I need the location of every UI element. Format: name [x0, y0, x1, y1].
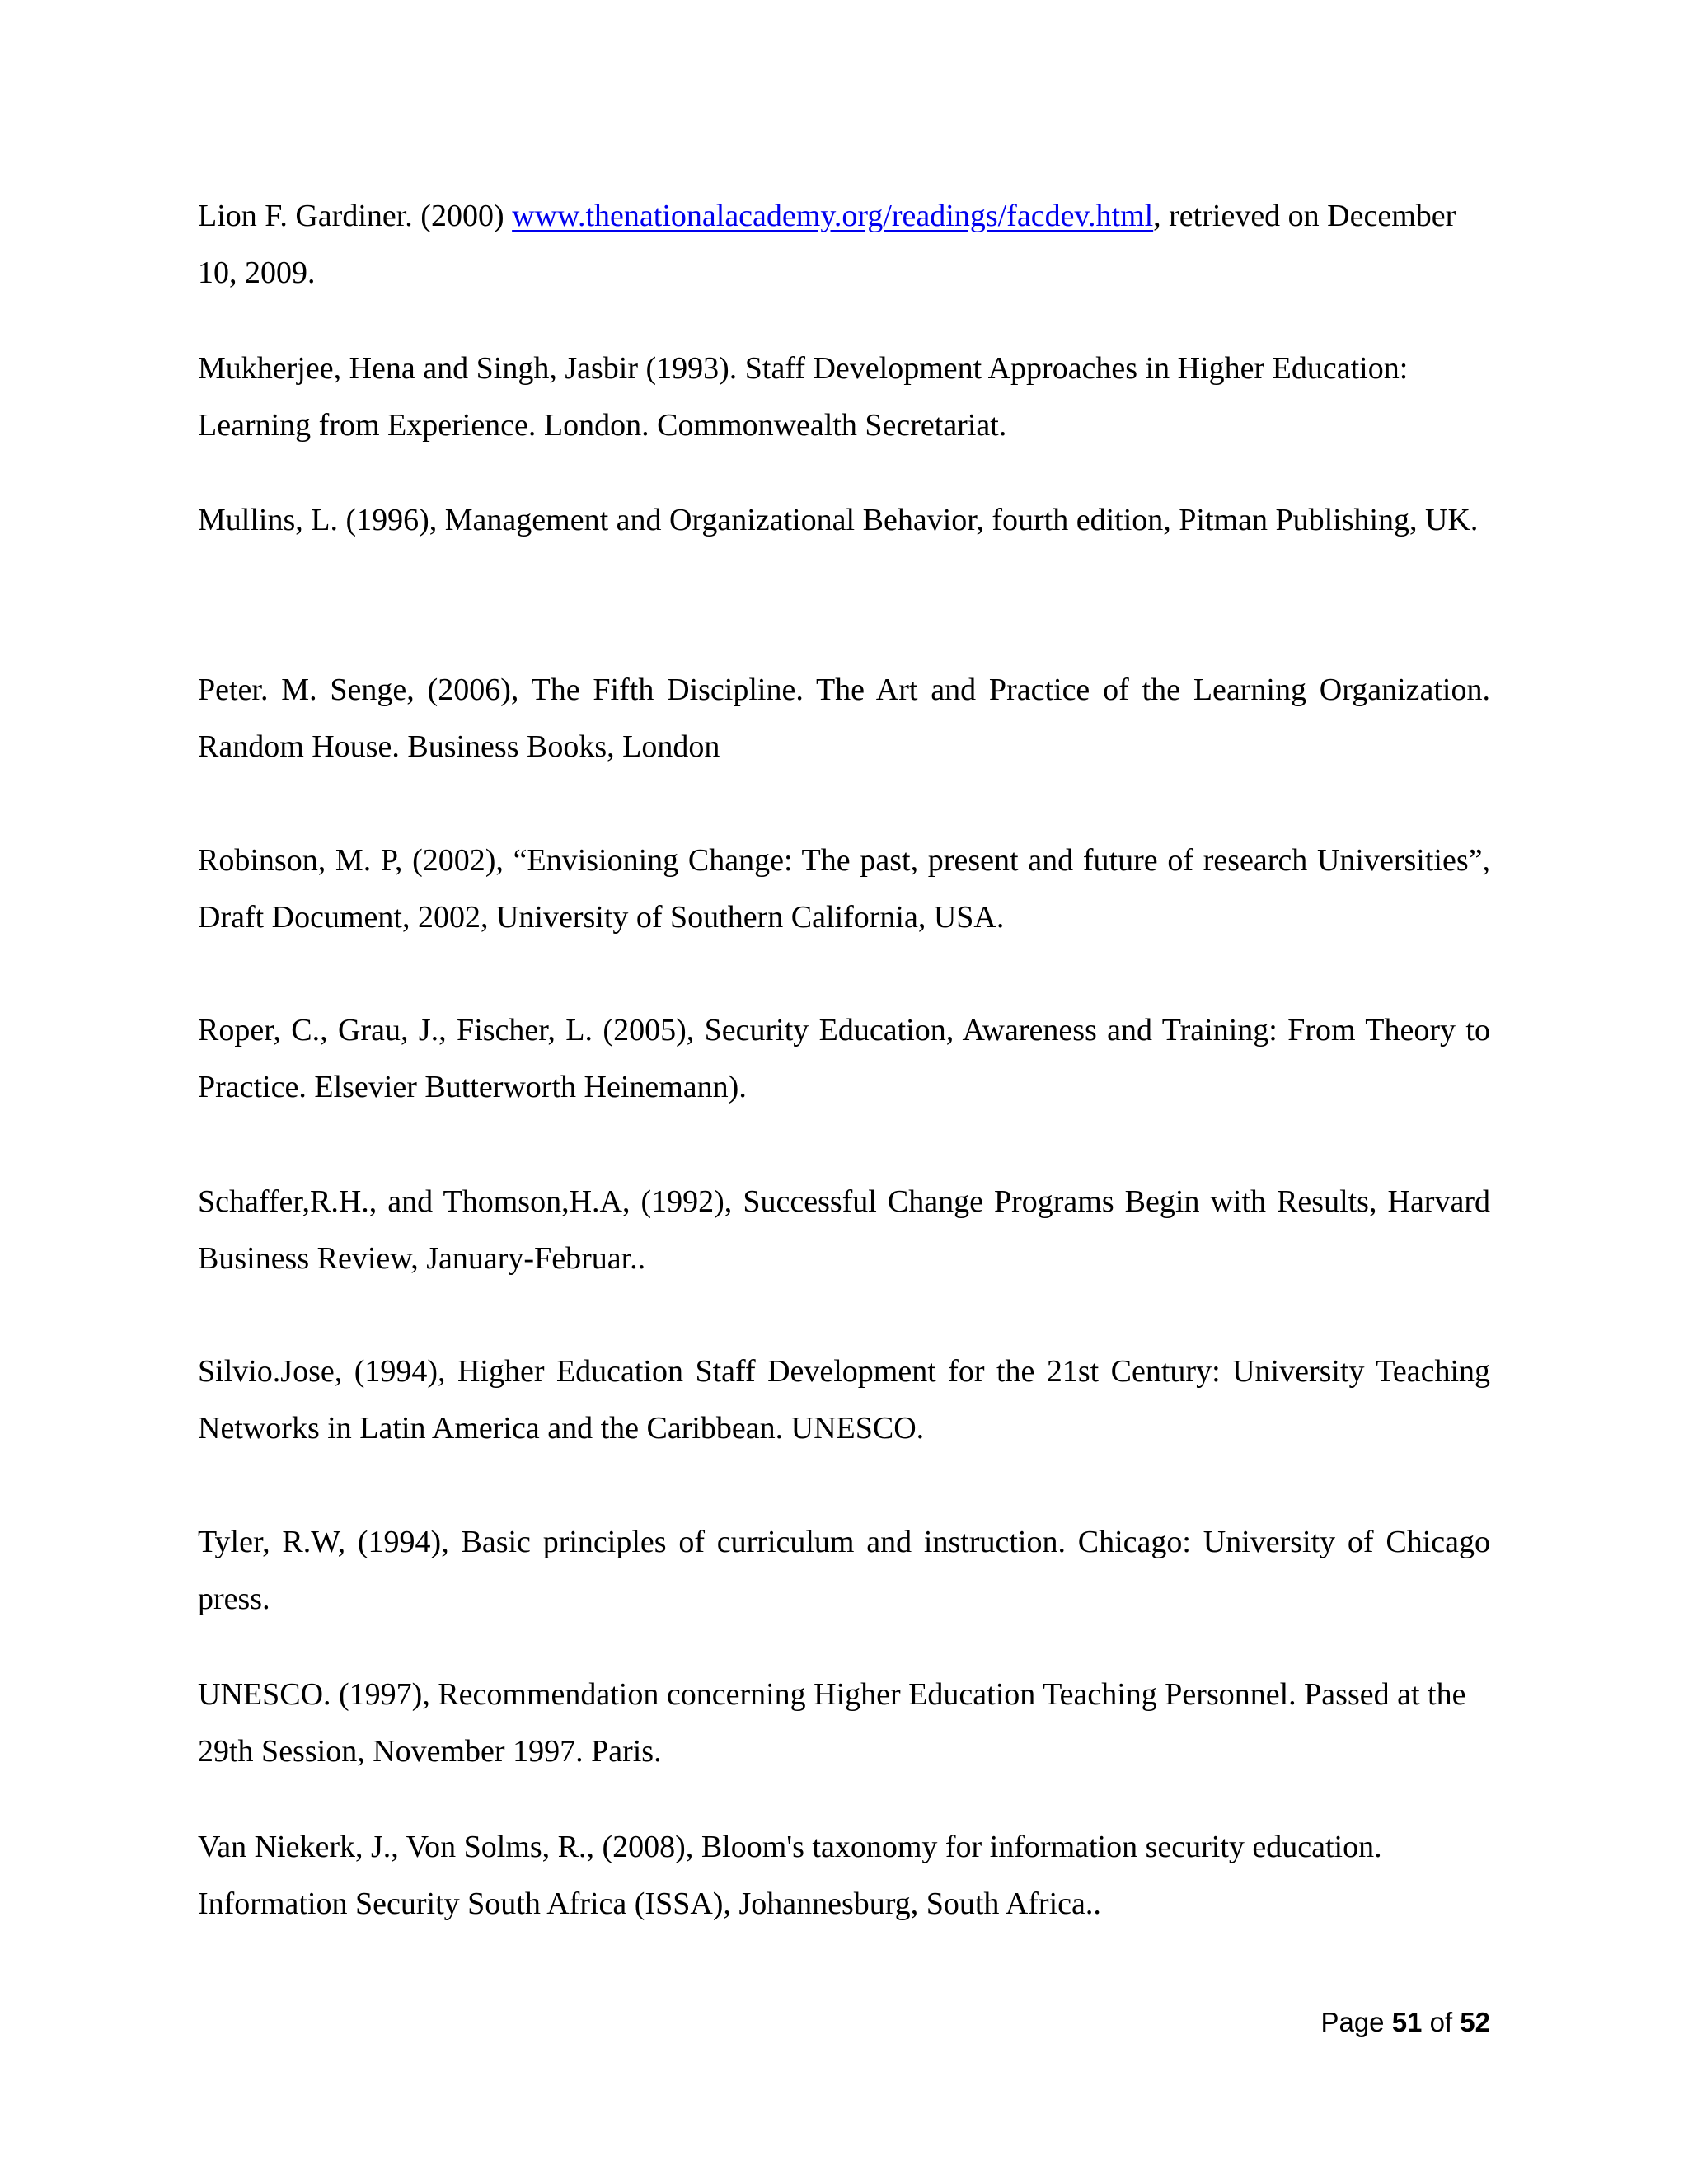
reference-roper: Roper, C., Grau, J., Fischer, L. (2005), Security Education, Awareness and Training: From Theory to Practice. Elsevier Butterworth Heinemann).	[198, 1013, 1490, 1104]
reference-tyler: Tyler, R.W, (1994), Basic principles of curriculum and instruction. Chicago: University of Chicago press.	[198, 1525, 1490, 1616]
reference-robinson: Robinson, M. P, (2002), “Envisioning Change: The past, present and future of research Universities”, Draft Document, 2002, University of Southern California, USA.	[198, 843, 1490, 935]
reference-link[interactable]: www.thenationalacademy.org/readings/facdev.html	[512, 199, 1154, 233]
page-label: Page	[1320, 2007, 1392, 2037]
reference-mukherjee: Mukherjee, Hena and Singh, Jasbir (1993). Staff Development Approaches in Higher Education: Learning from Experience. London. Commonwealth Secretariat.	[198, 351, 1409, 443]
page-number	[1320, 2003, 1490, 2042]
reference-text: , retrieved on December 10, 2009.	[198, 199, 1456, 290]
reference-text: Lion F. Gardiner. (2000)	[198, 199, 513, 233]
reference-gardiner	[198, 188, 1490, 302]
reference-schaffer: Schaffer,R.H., and Thomson,H.A, (1992), Successful Change Programs Begin with Results, Harvard Business Review, January-Februar..	[198, 1184, 1490, 1276]
reference-mullins: Mullins, L. (1996), Management and Organizational Behavior, fourth edition, Pitman Publishing, UK.	[198, 503, 1479, 537]
reference-van-niekerk: Van Niekerk, J., Von Solms, R., (2008), Bloom's taxonomy for information security education. Information Security South Africa (ISSA), Johannesburg, South Africa..	[198, 1830, 1382, 1921]
current-page: 51	[1391, 2007, 1423, 2037]
of-label: of	[1422, 2007, 1461, 2037]
reference-unesco: UNESCO. (1997), Recommendation concerning Higher Education Teaching Personnel. Passed at the 29th Session, November 1997. Paris.	[198, 1677, 1466, 1769]
reference-senge: Peter. M. Senge, (2006), The Fifth Discipline. The Art and Practice of the Learning Organization. Random House. Business Books, London	[198, 673, 1490, 764]
reference-silvio: Silvio.Jose, (1994), Higher Education Staff Development for the 21st Century: University Teaching Networks in Latin America and the Caribbean. UNESCO.	[198, 1354, 1490, 1446]
total-pages: 52	[1460, 2007, 1490, 2037]
